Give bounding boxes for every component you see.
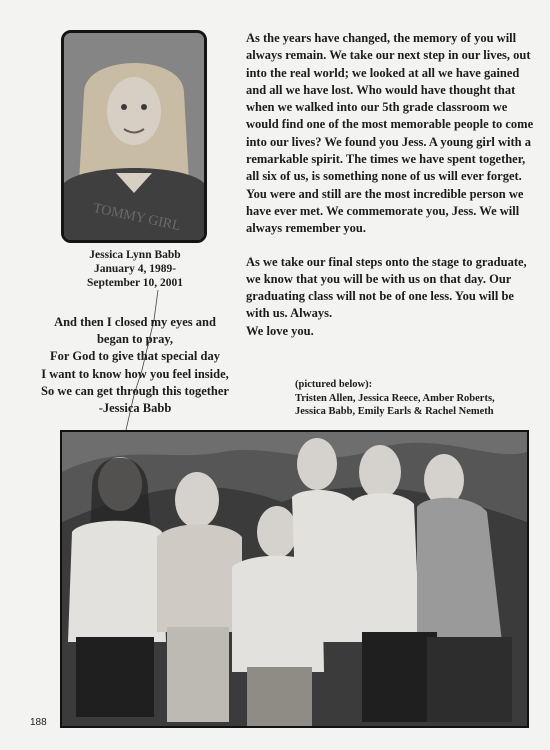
photo-credit-names: Tristen Allen, Jessica Reece, Amber Roberts, <box>295 392 495 404</box>
photo-credit <box>295 378 540 419</box>
photo-credit-heading: (pictured below): <box>295 379 373 390</box>
tribute-closing: We love you. <box>246 323 314 338</box>
poem-line: For God to give that special day <box>50 349 220 364</box>
caption-birth-date: January 4, 1989- <box>93 263 177 275</box>
photo-credit-names: Jessica Babb, Emily Earls & Rachel Nemeth <box>295 406 494 417</box>
poem <box>20 314 250 417</box>
tribute-paragraph-1: As the years have changed, the memory of you will always remain. We take our next step in our lives, out into the real world; we looked at all we have gained and all we have lost. Who would have thought that when we walked into our 5th grade classroom we would find one of the most memorable people to come into our lives? We found you Jess. A young girl with a remarkable spirit. The times we have spent together, all six of us, is something none of us will ever forget. You were and still are the most incredible person we have ever met. We commemorate you, Jess. We will always remember you. <box>246 31 534 236</box>
portrait-caption <box>60 248 210 290</box>
poem-signature: -Jessica Babb <box>98 401 172 416</box>
group-photo <box>60 430 529 728</box>
poem-line: began to pray, <box>96 332 174 347</box>
portrait-photo <box>61 30 207 243</box>
tribute-paragraph-2: As we take our final steps onto the stage to graduate, we know that you will be with us on that day. Our graduating class will not be of one less. You will be with us. Always. <box>246 254 527 321</box>
page-number: 188 <box>30 717 47 728</box>
poem-line: And then I closed my eyes and <box>54 315 216 329</box>
tribute-text <box>246 30 538 356</box>
poem-line: I want to know how you feel inside, <box>41 366 229 381</box>
caption-name: Jessica Lynn Babb <box>89 249 181 261</box>
shirt-logo: TOMMY GIRL <box>91 200 182 235</box>
caption-death-date: September 10, 2001 <box>87 277 183 289</box>
poem-line: So we can get through this together <box>41 383 229 398</box>
